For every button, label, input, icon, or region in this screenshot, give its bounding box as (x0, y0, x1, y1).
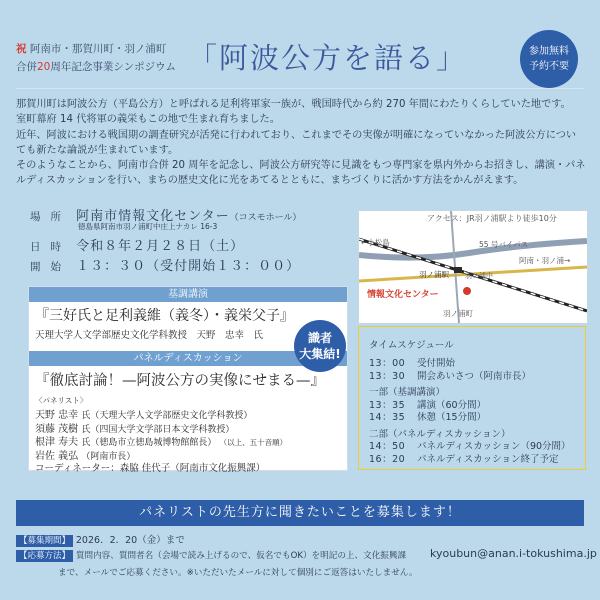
lecture-title: 『三好氏と足利義維（義冬）・義栄父子』 (35, 308, 294, 324)
anniversary-number: 20 (37, 61, 51, 73)
part2-title: 二部（パネルディスカッション） (369, 428, 511, 440)
map-road-label: 55 号バイパス (479, 240, 529, 249)
map-dir-left: ←小松島 (361, 238, 390, 247)
panelist-row: 天野 忠幸 氏（天理大学人文学部歴史文化学科教授） (35, 410, 253, 421)
panelist-list (35, 406, 341, 460)
panelists-label: 〈パネリスト〉 (35, 396, 88, 405)
experts-callout: 識者 大集結! (294, 320, 346, 372)
map-venue-label: 情報文化センター (367, 290, 439, 300)
schedule-title: タイムスケジュール (369, 340, 454, 351)
venue-marker (463, 287, 471, 295)
header-org-line-2: 合併20周年記念事業シンポジウム (16, 61, 177, 73)
venue-sub: （コスモホール） (229, 213, 302, 223)
place-label: 場所 (30, 211, 71, 223)
question-banner: パネリストの先生方に聞きたいことを募集します！ (16, 500, 584, 526)
program-box (28, 286, 348, 474)
panel-title: 『徹底討論！—阿波公方の実像にせまる—』 (35, 373, 325, 389)
schedule-box (358, 326, 586, 470)
schedule-row: 16：20 パネルディスカッション終了予定 (369, 453, 559, 465)
map-station-label: 羽ノ浦駅 (419, 270, 449, 279)
period-tag: 【募集期間】 (16, 535, 73, 547)
celebration-mark: 祝 (16, 43, 27, 55)
lecture-band: 基調講演 (29, 287, 347, 302)
schedule-row: 14：35 休憩（15分間） (369, 412, 487, 423)
order-note: （以上、五十音順） (219, 438, 288, 447)
date-label: 日時 (30, 241, 71, 253)
header-divider (16, 88, 584, 89)
recruit-method (16, 549, 406, 562)
event-date: 令和８年２月２８日（土） (76, 239, 245, 254)
open-label: 開始 (30, 261, 71, 273)
panelist-row: 岩佐 義弘 （阿南市長） (35, 450, 136, 462)
coordinator: コーディネーター：森脇 佳代子（阿南市文化振興課） (35, 463, 266, 474)
station-mark (454, 267, 462, 273)
venue-name: 阿南市情報文化センター (76, 209, 230, 224)
period-text: 2026．2．20（金）まで (75, 535, 185, 546)
schedule-row: 13：35 講演（60分間） (369, 399, 487, 411)
access-map (358, 210, 588, 324)
method-tag: 【応募方法】 (16, 550, 73, 562)
map-access-note: アクセス：JR羽ノ浦駅より徒歩10分 (427, 214, 557, 223)
panelist-row: 須藤 茂樹 氏（四国大学文学部日本文学科教授） (35, 423, 235, 435)
header-org-line-1 (16, 41, 166, 56)
schedule-row: 14：50 パネルディスカッション（90分間） (369, 441, 571, 452)
schedule-row: 13：30 開会あいさつ（阿南市長） (369, 370, 532, 382)
map-dir-right: 阿南・羽ノ浦→ (519, 256, 571, 265)
lecture-speaker: 天理大学人文学部歴史文化学科教授 天野 忠幸 氏 (35, 330, 264, 341)
schedule-row: 13：00 受付開始 (369, 358, 456, 369)
venue-address: 徳島県阿南市羽ノ浦町中庄上ナカレ 16-3 (78, 222, 218, 231)
panel-band: パネルディスカッション (29, 351, 347, 366)
start-time: １３：３０（受付開始１３：００） (76, 259, 301, 274)
intro-text: 那賀川町は阿波公方（平島公方）と呼ばれる足利将軍家一族が、戦国時代から約 270 年間にわたりくらしていた地です。 室町幕府 14 代将軍の義栄もこの地で生まれ育ちました。 近年、阿波における戦国期の調査研究が活発に行われており、これまでその実像が明確になっていなかった阿波公方についても新たな論説が生まれています。 そのようなことから、阿南市合併 20 周年を記念し、阿波公方研究等に見識をもつ専門家を県内外からお招きし、講演・パネルディスカッションを行い、まちの歴史文化に光をあてるとともに、まちづくりに活かす方法をかんがえます。 (16, 99, 586, 187)
org-names: 阿南市・那賀川町・羽ノ浦町 (29, 43, 167, 55)
recruit-period (16, 532, 185, 547)
event-info (30, 205, 350, 275)
panelist-row: 根津 寿夫 氏（徳島市立徳島城博物館館長） （以上、五十音順） (35, 437, 288, 448)
part1-title: 一部（基調講演） (369, 387, 446, 398)
contact-email[interactable]: kyoubun@anan.i-tokushima.jp (430, 547, 597, 560)
page-title: 「阿波公方を語る」 (188, 41, 468, 75)
map-bottom-label: 羽ノ浦町 (443, 309, 473, 318)
method-text: 質問内容、質問者名（会場で読み上げるので、仮名でもOK）を明記の上、文化振興課 (75, 551, 407, 561)
map-drawing (359, 211, 587, 323)
free-admission-badge: 参加無料 予約不要 (520, 30, 578, 88)
method-text-2: まで、メールでご応募ください。※いただいたメールに対して個別にご返答はいたしません。 (58, 568, 418, 578)
map-school-label: 羽ノ浦中 (465, 272, 493, 280)
